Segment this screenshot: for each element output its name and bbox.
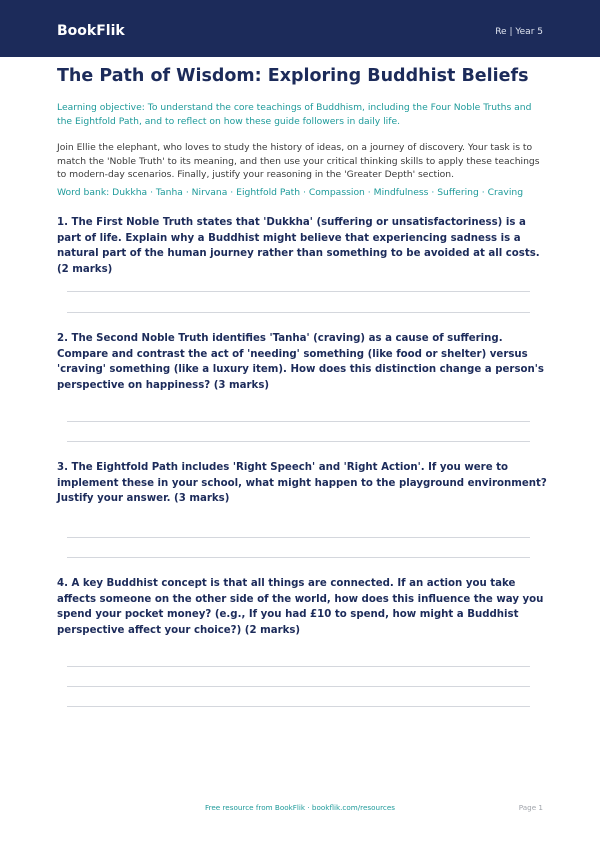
answer-line[interactable] (67, 421, 530, 422)
answer-line[interactable] (67, 686, 530, 687)
answer-line[interactable] (67, 441, 530, 442)
page-title: The Path of Wisdom: Exploring Buddhist Beliefs (57, 66, 529, 86)
question-3: 3. The Eightfold Path includes 'Right Speech' and 'Right Action'. If you were to implement these in your school, what might happen to the playground environment? Justify your answer. (3 marks) (57, 462, 547, 504)
brand-logo: BookFlik (57, 23, 125, 39)
header-bar (0, 0, 600, 57)
answer-line[interactable] (67, 291, 530, 292)
intro-text: Join Ellie the elephant, who loves to study the history of ideas, on a journey of discovery. Your task is to match the 'Noble Truth' to its meaning, and then use your critical thinking skills to apply these teachings to modern-day scenarios. Finally, justify your reasoning in the 'Greater Depth' section. (57, 142, 540, 180)
word-bank: Word bank: Dukkha · Tanha · Nirvana · Eightfold Path · Compassion · Mindfulness · Suffering · Craving (57, 187, 524, 198)
answer-line[interactable] (67, 706, 530, 707)
answer-line[interactable] (67, 666, 530, 667)
question-4: 4. A key Buddhist concept is that all things are connected. If an action you take affects someone on the other side of the world, how does this influence the way you spend your pocket money? (e.g., If you had £10 to spend, how might a Buddhist perspective affect your choice?) (2 marks) (57, 578, 544, 636)
footer-resource-link[interactable]: Free resource from BookFlik · bookflik.com/resources (204, 803, 396, 812)
learning-objective: Learning objective: To understand the core teachings of Buddhism, including the Four Noble Truths and the Eightfold Path, and to reflect on how these guide followers in daily life. (57, 102, 532, 127)
answer-line[interactable] (67, 537, 530, 538)
question-1: 1. The First Noble Truth states that 'Dukkha' (suffering or unsatisfactoriness) is a part of life. Explain why a Buddhist might believe that experiencing sadness is a natural part of the human journey rather than something to be avoided at all costs. (2 marks) (57, 217, 540, 275)
page-number: Page 1 (518, 803, 543, 812)
answer-line[interactable] (67, 557, 530, 558)
question-2: 2. The Second Noble Truth identifies 'Tanha' (craving) as a cause of suffering. Compare and contrast the act of 'needing' something (like food or shelter) versus 'craving' something (like a luxury item). How does this distinction change a person's perspective on happiness? (3 marks) (57, 333, 544, 391)
answer-line[interactable] (67, 312, 530, 313)
subject-year-label: Re | Year 5 (495, 27, 543, 37)
